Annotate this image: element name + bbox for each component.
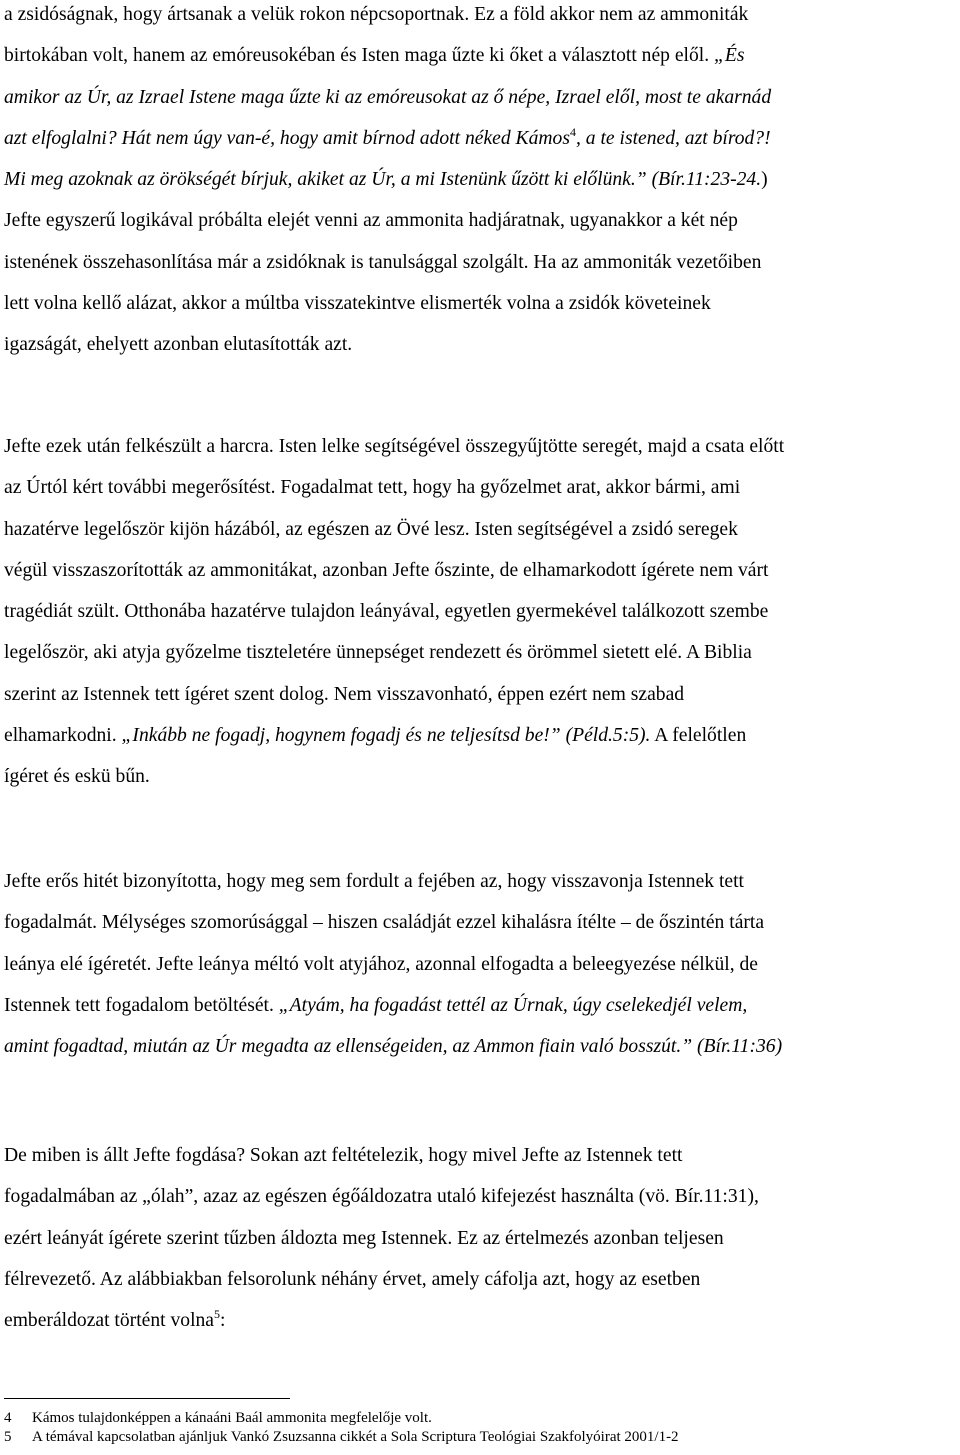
text-run: legelőször, aki atyja győzelme tiszteletére ünnepséget rendezett és örömmel sietett elé. A Biblia [4, 642, 752, 664]
text-run: A felelőtlen [650, 725, 747, 747]
text-line [4, 159, 771, 200]
text-line [4, 591, 784, 632]
text-line [4, 467, 784, 508]
text-run: félrevezető. Az alábbiakban felsorolunk néhány érvet, amely cáfolja azt, hogy az esetben [4, 1268, 701, 1290]
text-line [4, 715, 784, 756]
text-run: birtokában volt, hanem az emóreusokéban és Isten maga űzte ki őket a választott nép elől. [4, 45, 715, 67]
paragraph-1 [4, 0, 771, 366]
text-run: elhamarkodni. [4, 725, 122, 747]
text-line [4, 77, 771, 118]
text-run: Jefte erős hitét bizonyította, hogy meg sem fordult a fejében az, hogy visszavonja Istennek tett [4, 871, 744, 892]
text-line [4, 1135, 759, 1176]
text-line [4, 944, 782, 985]
text-line [4, 324, 771, 365]
italic-text: „Atyám, ha fogadást tettél az Úrnak, úgy cselekedjél velem, [278, 994, 748, 1016]
text-line [4, 756, 784, 797]
paragraph-3 [4, 861, 782, 1067]
footnote-reference: 4 [569, 124, 576, 139]
text-run: ezért leányát ígérete szerint tűzben áldozta meg Istennek. Ez az értelmezés azonban teljesen [4, 1227, 724, 1249]
text-run: istenének összehasonlítása már a zsidóknak is tanulsággal szolgált. Ha az ammoniták vezetőiben [4, 251, 762, 273]
text-line [4, 1259, 759, 1300]
text-line [4, 1026, 782, 1067]
italic-text: „És [714, 45, 745, 67]
footnote-5 [4, 1428, 679, 1446]
text-line [4, 1300, 759, 1341]
text-run: Istennek tett fogadalom betöltését. [4, 994, 279, 1016]
text-run: végül visszaszorították az ammonitákat, azonban Jefte őszinte, de elhamarkodott ígérete nem várt [4, 559, 769, 581]
text-run: ) [761, 169, 768, 191]
text-line [4, 509, 784, 550]
text-line [4, 550, 784, 591]
text-run: szerint az Istennek tett ígéret szent dolog. Nem visszavonható, éppen ezért nem szabad [4, 683, 685, 705]
footnote-number: 4 [4, 1410, 12, 1426]
footnote-separator [4, 1398, 290, 1399]
text-run: leánya elé ígéretét. Jefte leánya méltó volt atyjához, azonnal elfogadta a beleegyezése nélkül, de [4, 953, 758, 975]
text-line [4, 426, 784, 467]
italic-text: „Inkább ne fogadj, hogynem fogadj és ne teljesítsd be!” (Péld.5:5). [121, 725, 651, 747]
text-run: De miben is állt Jefte fogdása? Sokan azt feltételezik, hogy mivel Jefte az Istennek tett [4, 1145, 683, 1166]
text-run: igazságát, ehelyett azonban elutasították azt. [4, 334, 353, 356]
text-run: fogadalmában az „ólah”, azaz az egészen égőáldozatra utaló kifejezést használta (vö. Bír.11:31), [4, 1186, 759, 1208]
text-run: emberáldozat történt volna [4, 1310, 215, 1332]
text-line [4, 861, 782, 902]
footnote-4 [4, 1409, 432, 1427]
text-line [4, 118, 771, 159]
italic-text: Hát nem úgy van-é, hogy amit bírnod adott néked Kámos [121, 127, 570, 149]
footnote-text: Kámos tulajdonképpen a kánaáni Baál ammonita megfelelője volt. [32, 1410, 432, 1426]
italic-text: amikor az Úr, az Izrael Istene maga űzte ki az emóreusokat az ő népe, Izrael elől, most te akarnád [4, 86, 772, 108]
italic-text: Mi meg azoknak az örökségét bírjuk, akiket az Úr, a mi Istenünk űzött ki előlünk.” (Bír.11:23-24. [4, 169, 762, 191]
text-run: ígéret és eskü bűn. [4, 766, 150, 788]
text-run: Jefte ezek után felkészült a harcra. Isten lelke segítségével összegyűjtötte seregét, majd a csata előtt [4, 436, 785, 457]
text-line [4, 674, 784, 715]
text-line [4, 902, 782, 943]
paragraph-4 [4, 1135, 759, 1341]
text-line [4, 283, 771, 324]
footnote-text: A témával kapcsolatban ajánljuk Vankó Zsuzsanna cikkét a Sola Scriptura Teológiai Szakfolyóirat 2001/1-2 [32, 1429, 679, 1445]
italic-text: azt elfoglalni? [4, 127, 117, 149]
text-line [4, 0, 771, 35]
text-line [4, 242, 771, 283]
text-line [4, 985, 782, 1026]
text-run: : [220, 1310, 226, 1332]
italic-text: , a te istened, azt bírod?! [575, 127, 771, 149]
text-run: tragédiát szült. Otthonába hazatérve tulajdon leányával, egyetlen gyermekével találkozott szembe [4, 601, 769, 623]
text-run: Jefte egyszerű logikával próbálta elejét venni az ammonita hadjáratnak, ugyanakkor a két nép [4, 210, 738, 232]
text-line [4, 200, 771, 241]
footnote-reference: 5 [214, 1307, 221, 1322]
text-line [4, 1176, 759, 1217]
text-line [4, 35, 771, 76]
text-line [4, 1218, 759, 1259]
text-run: lett volna kellő alázat, akkor a múltba visszatekintve elismerték volna a zsidók követeinek [4, 293, 711, 315]
italic-text: amint fogadtad, miután az Úr megadta az ellenségeiden, az Ammon fiain való bosszút.” (Bír.11:36) [4, 1036, 783, 1058]
text-run: az Úrtól kért további megerősítést. Fogadalmat tett, hogy ha győzelmet arat, akkor bármi, ami [4, 477, 741, 499]
footnote-number: 5 [4, 1429, 12, 1445]
text-run: a zsidóságnak, hogy ártsanak a velük rokon népcsoportnak. Ez a föld akkor nem az ammoniták [4, 4, 749, 25]
text-run: hazatérve legelőször kijön házából, az egészen az Övé lesz. Isten segítségével a zsidó seregek [4, 518, 738, 540]
text-line [4, 632, 784, 673]
text-run: fogadalmát. Mélységes szomorúsággal – hiszen családját ezzel kihalásra ítélte – de őszintén tárta [4, 912, 765, 934]
paragraph-2 [4, 426, 784, 798]
